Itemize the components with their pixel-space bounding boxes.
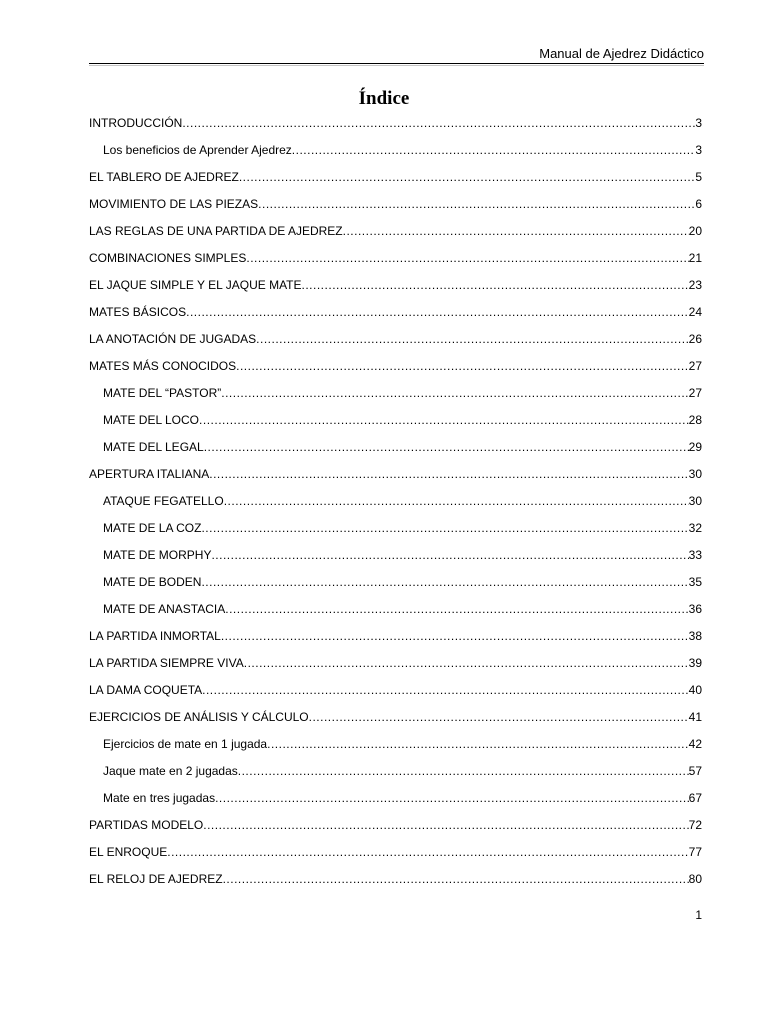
toc-dot-leader — [256, 330, 688, 348]
toc-entry-label: APERTURA ITALIANA — [89, 467, 210, 481]
toc-entry-page: 72 — [688, 818, 702, 832]
toc-entry-label: LA DAMA COQUETA — [89, 683, 203, 697]
toc-dot-leader — [203, 816, 688, 834]
toc-entry-label: MATES MÁS CONOCIDOS — [89, 359, 237, 373]
toc-dot-leader — [244, 654, 689, 672]
toc-entry-label: MATE DE BODEN — [103, 575, 202, 589]
header-rule — [89, 63, 704, 64]
toc-entry-page: 3 — [695, 116, 702, 130]
toc-entry[interactable] — [89, 249, 702, 276]
toc-entry-page: 67 — [688, 791, 702, 805]
toc-entry[interactable] — [89, 438, 702, 465]
toc-dot-leader — [221, 627, 689, 645]
toc-entry-page: 80 — [688, 872, 702, 886]
toc-entry[interactable] — [89, 168, 702, 195]
toc-entry[interactable] — [89, 762, 702, 789]
toc-entry[interactable] — [89, 600, 702, 627]
toc-entry-label: MATE DEL “PASTOR” — [103, 386, 222, 400]
page-number: 1 — [695, 908, 702, 922]
toc-entry-page: 29 — [688, 440, 702, 454]
toc-dot-leader — [258, 195, 695, 213]
toc-entry-label: MATE DE ANASTACIA — [103, 602, 226, 616]
toc-dot-leader — [225, 600, 688, 618]
toc-entry[interactable] — [89, 195, 702, 222]
toc-entry-label: MOVIMIENTO DE LAS PIEZAS — [89, 197, 259, 211]
toc-entry-label: MATE DE MORPHY — [103, 548, 212, 562]
toc-dot-leader — [221, 384, 688, 402]
toc-entry[interactable] — [89, 303, 702, 330]
toc-entry-page: 30 — [688, 494, 702, 508]
toc-entry-label: MATE DEL LOCO — [103, 413, 200, 427]
toc-entry-label: Los beneficios de Aprender Ajedrez — [103, 143, 292, 157]
toc-entry-label: EL TABLERO DE AJEDREZ — [89, 170, 239, 184]
toc-entry-page: 35 — [688, 575, 702, 589]
toc-entry[interactable] — [89, 573, 702, 600]
toc-dot-leader — [204, 438, 689, 456]
table-of-contents — [89, 114, 702, 897]
header-title: Manual de Ajedrez Didáctico — [539, 46, 704, 61]
toc-entry[interactable] — [89, 789, 702, 816]
toc-entry-label: Mate en tres jugadas — [103, 791, 216, 805]
toc-dot-leader — [246, 249, 688, 267]
toc-entry-label: MATE DEL LEGAL — [103, 440, 204, 454]
toc-entry-page: 40 — [688, 683, 702, 697]
toc-entry-label: LA PARTIDA INMORTAL — [89, 629, 221, 643]
toc-dot-leader — [224, 492, 689, 510]
toc-entry-label: ATAQUE FEGATELLO — [103, 494, 224, 508]
toc-entry[interactable] — [89, 519, 702, 546]
toc-entry-page: 36 — [688, 602, 702, 616]
toc-entry-page: 6 — [695, 197, 702, 211]
toc-entry-page: 30 — [688, 467, 702, 481]
toc-entry-label: EL ENROQUE — [89, 845, 168, 859]
toc-entry[interactable] — [89, 114, 702, 141]
toc-entry[interactable] — [89, 708, 702, 735]
toc-entry-label: MATE DE LA COZ — [103, 521, 202, 535]
toc-entry[interactable] — [89, 141, 702, 168]
toc-dot-leader — [201, 573, 688, 591]
toc-entry-label: EJERCICIOS DE ANÁLISIS Y CÁLCULO — [89, 710, 309, 724]
toc-entry-page: 3 — [695, 143, 702, 157]
toc-entry-label: INTRODUCCIÓN — [89, 116, 183, 130]
toc-dot-leader — [238, 762, 689, 780]
toc-entry-page: 57 — [688, 764, 702, 778]
toc-dot-leader — [309, 708, 689, 726]
toc-entry-page: 39 — [688, 656, 702, 670]
running-header — [89, 46, 704, 64]
toc-dot-leader — [292, 141, 696, 159]
toc-dot-leader — [223, 870, 689, 888]
toc-entry-page: 42 — [688, 737, 702, 751]
toc-dot-leader — [302, 276, 689, 294]
toc-dot-leader — [182, 114, 695, 132]
toc-entry[interactable] — [89, 276, 702, 303]
toc-entry-label: PARTIDAS MODELO — [89, 818, 204, 832]
toc-entry-page: 77 — [688, 845, 702, 859]
toc-entry-page: 27 — [688, 359, 702, 373]
toc-entry[interactable] — [89, 654, 702, 681]
toc-entry-page: 20 — [688, 224, 702, 238]
toc-dot-leader — [239, 168, 695, 186]
toc-entry[interactable] — [89, 492, 702, 519]
toc-dot-leader — [236, 357, 689, 375]
toc-entry[interactable] — [89, 411, 702, 438]
toc-dot-leader — [343, 222, 689, 240]
toc-entry[interactable] — [89, 816, 702, 843]
toc-entry[interactable] — [89, 735, 702, 762]
toc-entry-label: COMBINACIONES SIMPLES — [89, 251, 247, 265]
toc-entry[interactable] — [89, 843, 702, 870]
toc-entry-label: MATES BÁSICOS — [89, 305, 187, 319]
toc-entry-page: 27 — [688, 386, 702, 400]
toc-entry[interactable] — [89, 330, 702, 357]
toc-entry[interactable] — [89, 384, 702, 411]
toc-dot-leader — [209, 465, 688, 483]
toc-dot-leader — [186, 303, 689, 321]
toc-entry-label: LA PARTIDA SIEMPRE VIVA — [89, 656, 244, 670]
toc-entry-page: 26 — [688, 332, 702, 346]
toc-entry-label: LA ANOTACIÓN DE JUGADAS — [89, 332, 257, 346]
toc-entry-page: 38 — [688, 629, 702, 643]
toc-entry[interactable] — [89, 546, 702, 573]
toc-entry-label: EL RELOJ DE AJEDREZ — [89, 872, 223, 886]
toc-entry[interactable] — [89, 681, 702, 708]
toc-entry-page: 24 — [688, 305, 702, 319]
toc-dot-leader — [267, 735, 689, 753]
toc-dot-leader — [199, 411, 689, 429]
toc-dot-leader — [201, 519, 688, 537]
toc-entry[interactable] — [89, 222, 702, 249]
toc-entry[interactable] — [89, 627, 702, 654]
toc-dot-leader — [211, 546, 688, 564]
toc-entry-page: 21 — [688, 251, 702, 265]
toc-entry-page: 23 — [688, 278, 702, 292]
header-rule-shadow — [89, 65, 704, 66]
toc-entry-label: Ejercicios de mate en 1 jugada — [103, 737, 268, 751]
toc-entry[interactable] — [89, 357, 702, 384]
toc-entry-label: EL JAQUE SIMPLE Y EL JAQUE MATE — [89, 278, 302, 292]
toc-dot-leader — [167, 843, 688, 861]
toc-entry-page: 5 — [695, 170, 702, 184]
toc-entry[interactable] — [89, 465, 702, 492]
toc-title: Índice — [358, 88, 410, 109]
toc-dot-leader — [202, 681, 689, 699]
toc-entry-label: Jaque mate en 2 jugadas — [103, 764, 238, 778]
toc-entry-page: 28 — [688, 413, 702, 427]
toc-entry-page: 33 — [688, 548, 702, 562]
toc-entry-label: LAS REGLAS DE UNA PARTIDA DE AJEDREZ — [89, 224, 343, 238]
toc-entry-page: 32 — [688, 521, 702, 535]
toc-entry-page: 41 — [688, 710, 702, 724]
toc-dot-leader — [215, 789, 689, 807]
toc-entry[interactable] — [89, 870, 702, 897]
